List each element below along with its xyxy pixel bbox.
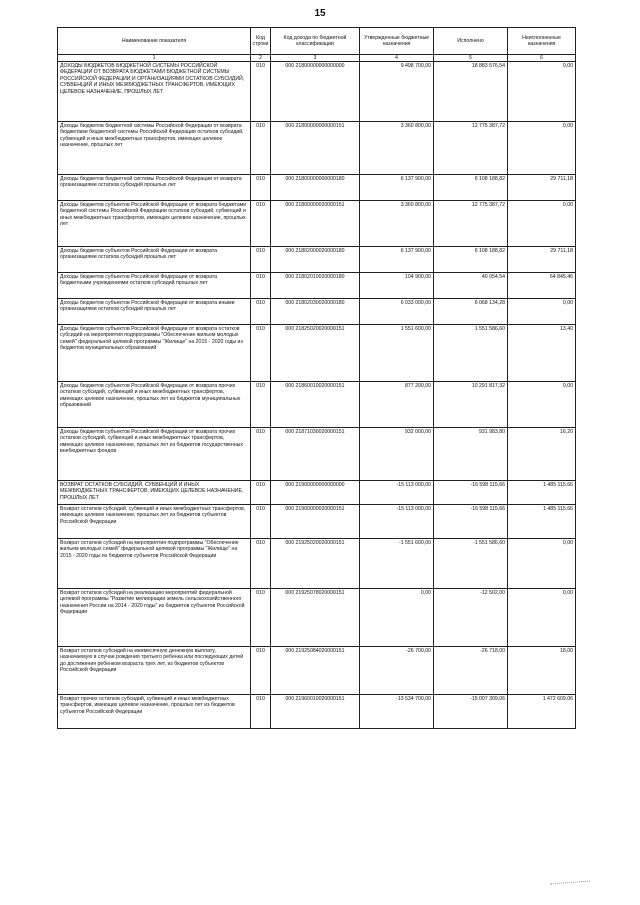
row-name: Доходы бюджетов субъектов Российской Федерации от возврата прочих остатков субсидий, субвенций и иных межбюджетных трансфертов, имеющих целевое назначение, прошлых лет из бюджетов муниципальных образований xyxy=(58,382,251,428)
row-unexecuted: 0,00 xyxy=(508,382,576,428)
header-executed: Исполнено xyxy=(434,28,508,55)
table-row xyxy=(58,122,576,175)
row-name: Возврат остатков субсидий, субвенций и иных межбюджетных трансфертов, имеющих целевое назначение, прошлых лет из бюджетов субъектов Российской Федерации xyxy=(58,505,251,539)
row-line-code: 010 xyxy=(251,273,271,299)
row-approved: -13 534 700,00 xyxy=(360,695,434,729)
row-name: Доходы бюджетов субъектов Российской Федерации от возврата организациями остатков субсидий прошлых лет xyxy=(58,247,251,273)
row-approved: 6 033 000,00 xyxy=(360,299,434,325)
header-budget-code: Код дохода по бюджетной классификации xyxy=(271,28,360,55)
row-executed: 6 108 188,82 xyxy=(434,175,508,201)
table-row xyxy=(58,647,576,695)
table-row xyxy=(58,695,576,729)
row-executed: -16 598 115,66 xyxy=(434,505,508,539)
row-line-code: 010 xyxy=(251,299,271,325)
row-unexecuted: 1 485 115,66 xyxy=(508,505,576,539)
row-budget-code: 000 21800000000000000 xyxy=(271,62,360,122)
row-name: Доходы бюджетов субъектов Российской Федерации от возврата прочих остатков субсидий, субвенций и иных межбюджетных трансфертов, имеющих целевое назначение, прошлых лет из бюджетов государственных внебюджетных фондов xyxy=(58,428,251,481)
row-executed: -26 718,00 xyxy=(434,647,508,695)
row-line-code: 010 xyxy=(251,62,271,122)
table-row xyxy=(58,62,576,122)
row-budget-code: 000 21800000000000151 xyxy=(271,122,360,175)
row-name: Возврат остатков субсидий на реализацию мероприятий федеральной целевой программы "Развитие мелиорации земель сельскохозяйственного назначения России на 2014 - 2020 годы" из бюджетов субъектов Российской Федерации xyxy=(58,589,251,647)
row-executed: -1 551 586,60 xyxy=(434,539,508,589)
row-line-code: 010 xyxy=(251,382,271,428)
revenue-report-table xyxy=(57,27,576,729)
row-approved: 104 900,00 xyxy=(360,273,434,299)
row-line-code: 010 xyxy=(251,428,271,481)
row-approved: 1 551 600,00 xyxy=(360,325,434,382)
row-name: Доходы бюджетов субъектов Российской Федерации от возврата иными организациями остатков субсидий прошлых лет xyxy=(58,299,251,325)
row-line-code: 010 xyxy=(251,247,271,273)
row-executed: -16 598 115,66 xyxy=(434,481,508,505)
row-name: Доходы бюджетов субъектов Российской Федерации от возврата остатков субсидий на мероприятия подпрограммы "Обеспечение жильем молодых семей" федеральной целевой программы "Жилище" на 2015 - 2020 годы из бюджетов муниципальных образований xyxy=(58,325,251,382)
page-number: 15 xyxy=(314,8,326,19)
row-name: Доходы бюджетов бюджетной системы Российской Федерации от возврата бюджетами бюджетной системы Российской Федерации остатков субсидий, субвенций и иных межбюджетных трансфертов, имеющих целевое назначение, прошлых лет xyxy=(58,122,251,175)
row-executed: 931 983,80 xyxy=(434,428,508,481)
row-approved: -1 551 600,00 xyxy=(360,539,434,589)
row-name: Возврат остатков субсидий на ежемесячную денежную выплату, назначаемую в случае рождения третьего ребенка или последующих детей до достижения ребенком возраста трех лет, из бюджетов субъектов Российской Федерации xyxy=(58,647,251,695)
row-line-code: 010 xyxy=(251,122,271,175)
row-executed: 12 775 387,72 xyxy=(434,201,508,247)
row-budget-code: 000 21802000020000180 xyxy=(271,247,360,273)
row-budget-code: 000 21825020020000151 xyxy=(271,325,360,382)
row-line-code: 010 xyxy=(251,175,271,201)
row-unexecuted: 16,20 xyxy=(508,428,576,481)
row-budget-code: 000 21800000020000151 xyxy=(271,201,360,247)
row-line-code: 010 xyxy=(251,481,271,505)
row-budget-code: 000 21925020020000151 xyxy=(271,539,360,589)
column-number: 1 xyxy=(58,55,251,62)
row-budget-code: 000 21802010020000180 xyxy=(271,273,360,299)
table-row xyxy=(58,382,576,428)
column-number: 3 xyxy=(271,55,360,62)
row-approved: 6 137 900,00 xyxy=(360,247,434,273)
row-unexecuted: 1 485 115,66 xyxy=(508,481,576,505)
table-header-row xyxy=(58,28,576,55)
column-number: 4 xyxy=(360,55,434,62)
row-budget-code: 000 21800000000000180 xyxy=(271,175,360,201)
column-number-row xyxy=(58,55,576,62)
scan-artifact xyxy=(550,877,590,885)
row-unexecuted: 0,00 xyxy=(508,539,576,589)
row-unexecuted: 13,40 xyxy=(508,325,576,382)
row-unexecuted: 29 711,18 xyxy=(508,175,576,201)
row-executed: 10 291 817,32 xyxy=(434,382,508,428)
row-budget-code: 000 21900000000000000 xyxy=(271,481,360,505)
row-unexecuted: 29 711,18 xyxy=(508,247,576,273)
row-unexecuted: 0,00 xyxy=(508,122,576,175)
row-approved: 877 200,00 xyxy=(360,382,434,428)
row-executed: 6 108 188,82 xyxy=(434,247,508,273)
header-line-code: Код строки xyxy=(251,28,271,55)
table-row xyxy=(58,273,576,299)
row-approved: -15 113 000,00 xyxy=(360,481,434,505)
table-row xyxy=(58,428,576,481)
row-line-code: 010 xyxy=(251,539,271,589)
table-row xyxy=(58,589,576,647)
row-approved: 3 360 800,00 xyxy=(360,122,434,175)
row-line-code: 010 xyxy=(251,325,271,382)
row-line-code: 010 xyxy=(251,695,271,729)
row-executed: 6 068 134,28 xyxy=(434,299,508,325)
row-name: Возврат остатков субсидий на мероприятия подпрограммы "Обеспечение жильем молодых семей" федеральной целевой программы "Жилище" на 2015 - 2020 годы из бюджетов субъектов Российской Федерации xyxy=(58,539,251,589)
row-name: ДОХОДЫ БЮДЖЕТОВ БЮДЖЕТНОЙ СИСТЕМЫ РОССИЙСКОЙ ФЕДЕРАЦИИ ОТ ВОЗВРАТА БЮДЖЕТАМИ БЮДЖЕТНОЙ СИСТЕМЫ РОССИЙСКОЙ ФЕДЕРАЦИИ И ОРГАНИЗАЦИЯМИ ОСТАТКОВ СУБСИДИЙ, СУБВЕНЦИЙ И ИНЫХ МЕЖБЮДЖЕТНЫХ ТРАНСФЕРТОВ, ИМЕЮЩИХ ЦЕЛЕВОЕ НАЗНАЧЕНИЕ, ПРОШЛЫХ ЛЕТ xyxy=(58,62,251,122)
row-executed: 1 551 586,60 xyxy=(434,325,508,382)
row-unexecuted: 1 472 609,06 xyxy=(508,695,576,729)
row-name: Доходы бюджетов субъектов Российской Федерации от возврата бюджетными учреждениями остатков субсидий прошлых лет xyxy=(58,273,251,299)
row-approved: 932 000,00 xyxy=(360,428,434,481)
row-line-code: 010 xyxy=(251,589,271,647)
table-row xyxy=(58,247,576,273)
row-budget-code: 000 21860010020000151 xyxy=(271,382,360,428)
row-budget-code: 000 21802030020000180 xyxy=(271,299,360,325)
row-executed: 40 054,54 xyxy=(434,273,508,299)
row-executed: -15 007 309,06 xyxy=(434,695,508,729)
row-name: Возврат прочих остатков субсидий, субвенций и иных межбюджетных трансфертов, имеющих целевое назначение, прошлых лет из бюджетов субъектов Российской Федерации xyxy=(58,695,251,729)
column-number: 5 xyxy=(434,55,508,62)
row-name: Доходы бюджетов бюджетной системы Российской Федерации от возврата организациями остатков субсидий прошлых лет xyxy=(58,175,251,201)
table-row xyxy=(58,481,576,505)
row-budget-code: 000 21900000020000151 xyxy=(271,505,360,539)
row-approved: 0,00 xyxy=(360,589,434,647)
row-line-code: 010 xyxy=(251,505,271,539)
row-budget-code: 000 21925078020000151 xyxy=(271,589,360,647)
row-approved: 6 137 900,00 xyxy=(360,175,434,201)
row-unexecuted: 18,00 xyxy=(508,647,576,695)
table-row xyxy=(58,299,576,325)
row-name: ВОЗВРАТ ОСТАТКОВ СУБСИДИЙ, СУБВЕНЦИЙ И ИНЫХ МЕЖБЮДЖЕТНЫХ ТРАНСФЕРТОВ, ИМЕЮЩИХ ЦЕЛЕВОЕ НАЗНАЧЕНИЕ, ПРОШЛЫХ ЛЕТ xyxy=(58,481,251,505)
row-executed: -12 502,00 xyxy=(434,589,508,647)
row-approved: 3 360 800,00 xyxy=(360,201,434,247)
header-name: Наименование показателя xyxy=(58,28,251,55)
header-approved: Утвержденные бюджетные назначения xyxy=(360,28,434,55)
row-unexecuted: 0,00 xyxy=(508,299,576,325)
row-budget-code: 000 21871030020000151 xyxy=(271,428,360,481)
row-name: Доходы бюджетов субъектов Российской Федерации от возврата бюджетами бюджетной системы Российской Федерации остатков субсидий, субвенций и иных межбюджетных трансфертов, имеющих целевое назначение, прошлых лет xyxy=(58,201,251,247)
row-budget-code: 000 21960010020000151 xyxy=(271,695,360,729)
row-line-code: 010 xyxy=(251,201,271,247)
table-row xyxy=(58,325,576,382)
row-approved: 9 498 700,00 xyxy=(360,62,434,122)
row-executed: 12 775 387,72 xyxy=(434,122,508,175)
row-unexecuted: 0,00 xyxy=(508,201,576,247)
row-unexecuted: 0,00 xyxy=(508,589,576,647)
header-unexecuted: Неисполненные назначения xyxy=(508,28,576,55)
row-approved: -15 113 000,00 xyxy=(360,505,434,539)
table-row xyxy=(58,201,576,247)
row-unexecuted: 64 845,46 xyxy=(508,273,576,299)
table-row xyxy=(58,539,576,589)
row-line-code: 010 xyxy=(251,647,271,695)
row-approved: -26 700,00 xyxy=(360,647,434,695)
column-number: 2 xyxy=(251,55,271,62)
row-unexecuted: 0,00 xyxy=(508,62,576,122)
table-row xyxy=(58,175,576,201)
table-row xyxy=(58,505,576,539)
column-number: 6 xyxy=(508,55,576,62)
row-executed: 18 883 576,54 xyxy=(434,62,508,122)
row-budget-code: 000 21925084020000151 xyxy=(271,647,360,695)
